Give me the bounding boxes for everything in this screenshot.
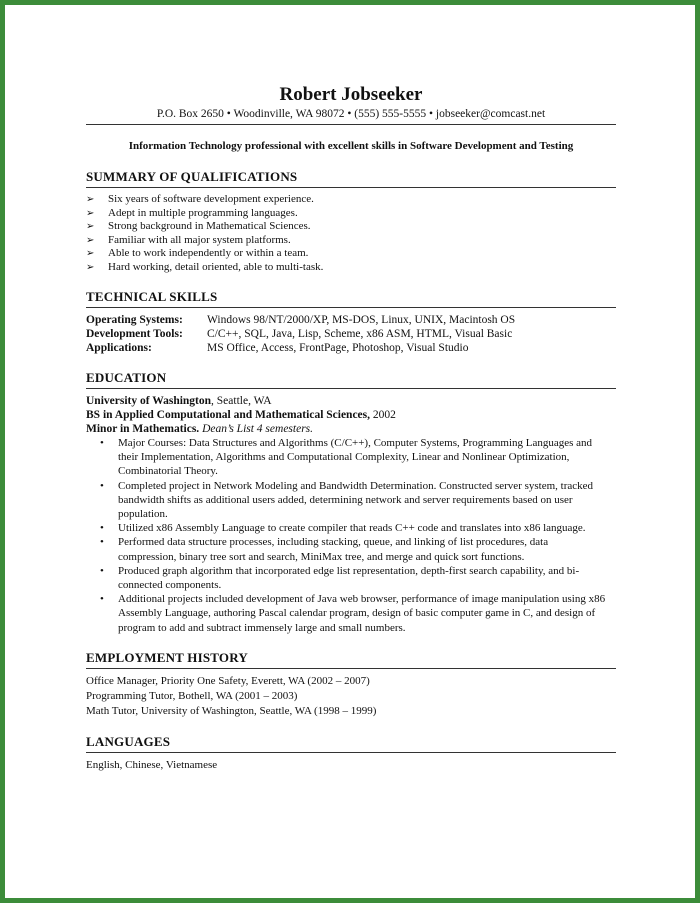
school-location: , Seattle, WA	[211, 395, 272, 407]
resume-document	[86, 84, 616, 773]
list-item: ➢ Hard working, detail oriented, able to multi-task.	[86, 260, 324, 273]
list-item: • Utilized x86 Assembly Language to create compiler that reads C++ code and translates into x86 language.	[100, 522, 586, 535]
skill-value: Windows 98/NT/2000/XP, MS-DOS, Linux, UNIX, Macintosh OS	[207, 314, 516, 326]
list-item: ➢ Able to work independently or within a team.	[86, 247, 309, 259]
languages-value: English, Chinese, Vietnamese	[86, 758, 218, 771]
skills-table	[86, 313, 515, 355]
school-line	[86, 394, 616, 408]
minor-line	[86, 422, 616, 436]
list-item: ➢ Familiar with all major system platforms.	[86, 233, 291, 246]
skill-value: MS Office, Access, FrontPage, Photoshop, Visual Studio	[207, 342, 469, 354]
employment-item: Office Manager, Priority One Safety, Everett, WA (2002 – 2007)	[86, 674, 370, 687]
employment-item: Math Tutor, University of Washington, Seattle, WA (1998 – 1999)	[86, 704, 377, 717]
minor-note: Dean’s List 4 semesters.	[199, 423, 314, 435]
degree-year: 2002	[370, 409, 396, 421]
bullet-icon: •	[100, 479, 104, 492]
list-item: ➢ Six years of software development experience.	[86, 193, 314, 205]
table-row	[86, 327, 515, 341]
section-title: EDUCATION	[86, 370, 167, 385]
bullet-icon: •	[100, 522, 104, 535]
qualifications-list	[86, 193, 616, 274]
arrow-bullet-icon: ➢	[86, 221, 95, 232]
degree-line	[86, 408, 616, 422]
list-item: • Performed data structure processes, including stacking, queue, and linking of list procedures, data compression, binary tree sort and search, MiniMax tree, and merge and quick sort functions.	[100, 536, 549, 563]
list-item: • Completed project in Network Modeling and Bandwidth Determination. Constructed server system, tracked bandwidth shifts as additional users added, determining network and server requirements based on user population.	[100, 479, 594, 521]
list-item: ➢ Adept in multiple programming languages.	[86, 206, 298, 219]
list-item: ➢ Strong background in Mathematical Sciences.	[86, 220, 311, 232]
list-item: • Produced graph algorithm that incorporated edge list representation, depth-first search capability, and bi-connected components.	[100, 564, 580, 592]
skill-value: C/C++, SQL, Java, Lisp, Scheme, x86 ASM, HTML, Visual Basic	[207, 328, 513, 340]
section-title: SUMMARY OF QUALIFICATIONS	[86, 169, 298, 184]
bullet-icon: •	[100, 437, 104, 449]
section-divider	[86, 668, 616, 669]
employment-item: Programming Tutor, Bothell, WA (2001 – 2003)	[86, 689, 298, 702]
skill-label: Development Tools:	[86, 328, 183, 340]
table-row	[86, 341, 515, 355]
skill-label: Operating Systems:	[86, 314, 183, 326]
school-name: University of Washington	[86, 395, 212, 407]
employment-section	[86, 650, 616, 719]
section-divider	[86, 752, 616, 753]
section-divider	[86, 388, 616, 389]
degree-name: BS in Applied Computational and Mathematical Sciences,	[86, 409, 371, 421]
list-item: • Additional projects included development of Java web browser, performance of image manipulation using x86 Assembly Language, authoring Pascal calendar program, design of basic computer game in C, and design of program to add and subtract immensely large and small numbers.	[100, 593, 606, 634]
education-section	[86, 370, 616, 635]
qualifications-section	[86, 169, 616, 274]
profile-statement: Information Technology professional with excellent skills in Software Development and Testing	[128, 140, 574, 152]
minor-name: Minor in Mathematics.	[86, 423, 200, 435]
arrow-bullet-icon: ➢	[86, 234, 95, 246]
section-divider	[86, 307, 616, 308]
bullet-icon: •	[100, 564, 104, 577]
arrow-bullet-icon: ➢	[86, 261, 95, 273]
arrow-bullet-icon: ➢	[86, 248, 95, 259]
candidate-name: Robert Jobseeker	[279, 84, 423, 105]
arrow-bullet-icon: ➢	[86, 207, 95, 219]
bullet-icon: •	[100, 536, 104, 549]
section-title: TECHNICAL SKILLS	[86, 289, 218, 304]
section-title: LANGUAGES	[86, 733, 171, 749]
arrow-bullet-icon: ➢	[86, 194, 95, 205]
skills-section	[86, 289, 616, 355]
contact-info: P.O. Box 2650 • Woodinville, WA 98072 • (555) 555-5555 • jobseeker@comcast.net	[156, 108, 546, 120]
bullet-icon: •	[100, 593, 104, 606]
table-row	[86, 313, 515, 327]
list-item: • Major Courses: Data Structures and Algorithms (C/C++), Computer Systems, Programming Languages and their Implementation, Algorithms and Computational Complexity, Linear and Nonlinear Optimization, Combinatorial Theory.	[100, 437, 593, 478]
education-list	[86, 436, 616, 635]
languages-section	[86, 734, 616, 773]
section-divider	[86, 187, 616, 188]
section-title: EMPLOYMENT HISTORY	[86, 649, 248, 665]
skill-label: Applications:	[86, 342, 152, 354]
header-divider	[86, 124, 616, 125]
